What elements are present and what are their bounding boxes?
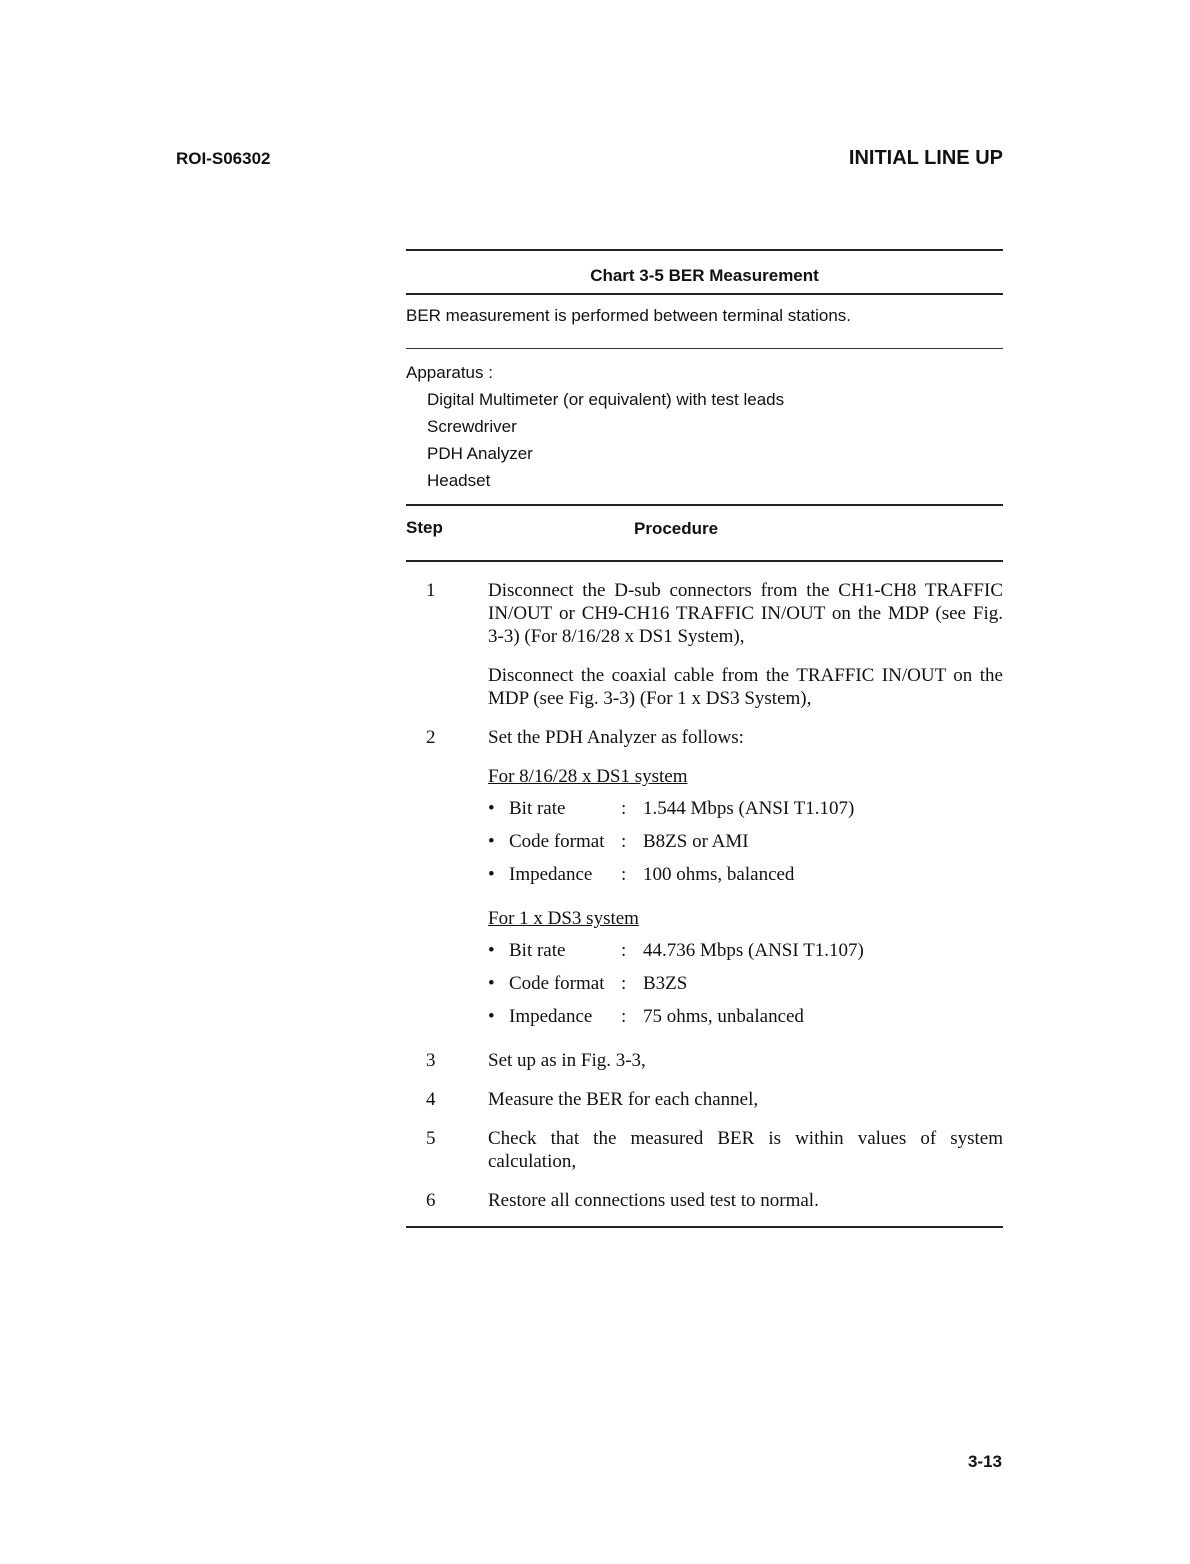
document-code: ROI-S06302 [176, 149, 271, 168]
step-paragraph: Set the PDH Analyzer as follows: [488, 727, 744, 748]
spec-param: Code format [509, 973, 605, 994]
procedure-step [406, 1127, 1003, 1173]
apparatus-item: PDH Analyzer [427, 444, 533, 463]
bullet-icon: • [488, 1006, 495, 1027]
apparatus-section [406, 349, 1003, 504]
apparatus-label: Apparatus : [406, 363, 493, 382]
step-paragraph: Set up as in Fig. 3-3, [488, 1050, 646, 1071]
step-number: 4 [426, 1089, 436, 1110]
procedure-step [406, 726, 1003, 1038]
apparatus-item: Digital Multimeter (or equivalent) with test leads [427, 390, 785, 409]
procedure-steps [406, 562, 1003, 1226]
step-number: 1 [426, 580, 436, 601]
spec-colon: : [621, 798, 627, 819]
bullet-icon: • [488, 831, 495, 852]
step-paragraph: Check that the measured BER is within values of system calculation, [488, 1128, 1003, 1172]
step-text [488, 1127, 1003, 1173]
step-text [488, 726, 1003, 1038]
spec-colon: : [621, 1006, 627, 1027]
chart-title: Chart 3-5 BER Measurement [590, 266, 819, 285]
spec-value: B3ZS [643, 973, 688, 994]
spec-colon: : [621, 940, 627, 961]
page-number: 3-13 [967, 1452, 1002, 1471]
procedure-column-header: Procedure [634, 519, 719, 538]
apparatus-item: Screwdriver [427, 417, 517, 436]
step-paragraph: Measure the BER for each channel, [488, 1089, 759, 1110]
divider [406, 1226, 1003, 1228]
ber-measurement-chart [406, 249, 1003, 1228]
step-text [488, 1088, 1003, 1111]
step-paragraph: Disconnect the D-sub connectors from the CH1-CH8 TRAFFIC IN/OUT or CH9-CH16 TRAFFIC IN/OUT on the MDP (see Fig. 3-3) (For 8/16/28 x DS1 System), [488, 580, 1003, 647]
spec-param: Bit rate [509, 798, 566, 819]
procedure-table-header [406, 506, 1003, 560]
step-number: 5 [426, 1128, 436, 1149]
section-title: INITIAL LINE UP [848, 147, 1003, 169]
spec-colon: : [621, 831, 627, 852]
spec-value: 1.544 Mbps (ANSI T1.107) [643, 798, 855, 819]
procedure-step [406, 579, 1003, 710]
spec-value: 100 ohms, balanced [643, 864, 795, 885]
procedure-step [406, 1049, 1003, 1072]
spec-param: Code format [509, 831, 605, 852]
chart-intro: BER measurement is performed between terminal stations. [406, 306, 852, 325]
spec-item [488, 972, 1003, 995]
spec-param: Impedance [509, 1006, 593, 1027]
step-number: 3 [426, 1050, 436, 1071]
spec-item [488, 1005, 1003, 1028]
procedure-step [406, 1189, 1003, 1212]
spec-item [488, 830, 1003, 853]
step-number: 6 [426, 1190, 436, 1211]
spec-colon: : [621, 864, 627, 885]
spec-param: Bit rate [509, 940, 566, 961]
spec-item [488, 863, 1003, 886]
procedure-step [406, 1088, 1003, 1111]
bullet-icon: • [488, 973, 495, 994]
spec-item [488, 797, 1003, 820]
system-subheading: For 1 x DS3 system [488, 908, 639, 929]
spec-value: 75 ohms, unbalanced [643, 1006, 804, 1027]
step-text [488, 1049, 1003, 1072]
step-paragraph: Disconnect the coaxial cable from the TRAFFIC IN/OUT on the MDP (see Fig. 3-3) (For 1 x DS3 System), [488, 665, 1003, 709]
spec-value: B8ZS or AMI [643, 831, 749, 852]
system-subheading: For 8/16/28 x DS1 system [488, 766, 688, 787]
step-number: 2 [426, 727, 436, 748]
spec-item [488, 939, 1003, 962]
step-text [488, 1189, 1003, 1212]
bullet-icon: • [488, 798, 495, 819]
bullet-icon: • [488, 864, 495, 885]
step-column-header: Step [406, 518, 443, 537]
bullet-icon: • [488, 940, 495, 961]
step-paragraph: Restore all connections used test to normal. [488, 1190, 819, 1211]
step-text [488, 579, 1003, 710]
apparatus-item: Headset [427, 471, 491, 490]
spec-colon: : [621, 973, 627, 994]
spec-value: 44.736 Mbps (ANSI T1.107) [643, 940, 864, 961]
spec-param: Impedance [509, 864, 593, 885]
